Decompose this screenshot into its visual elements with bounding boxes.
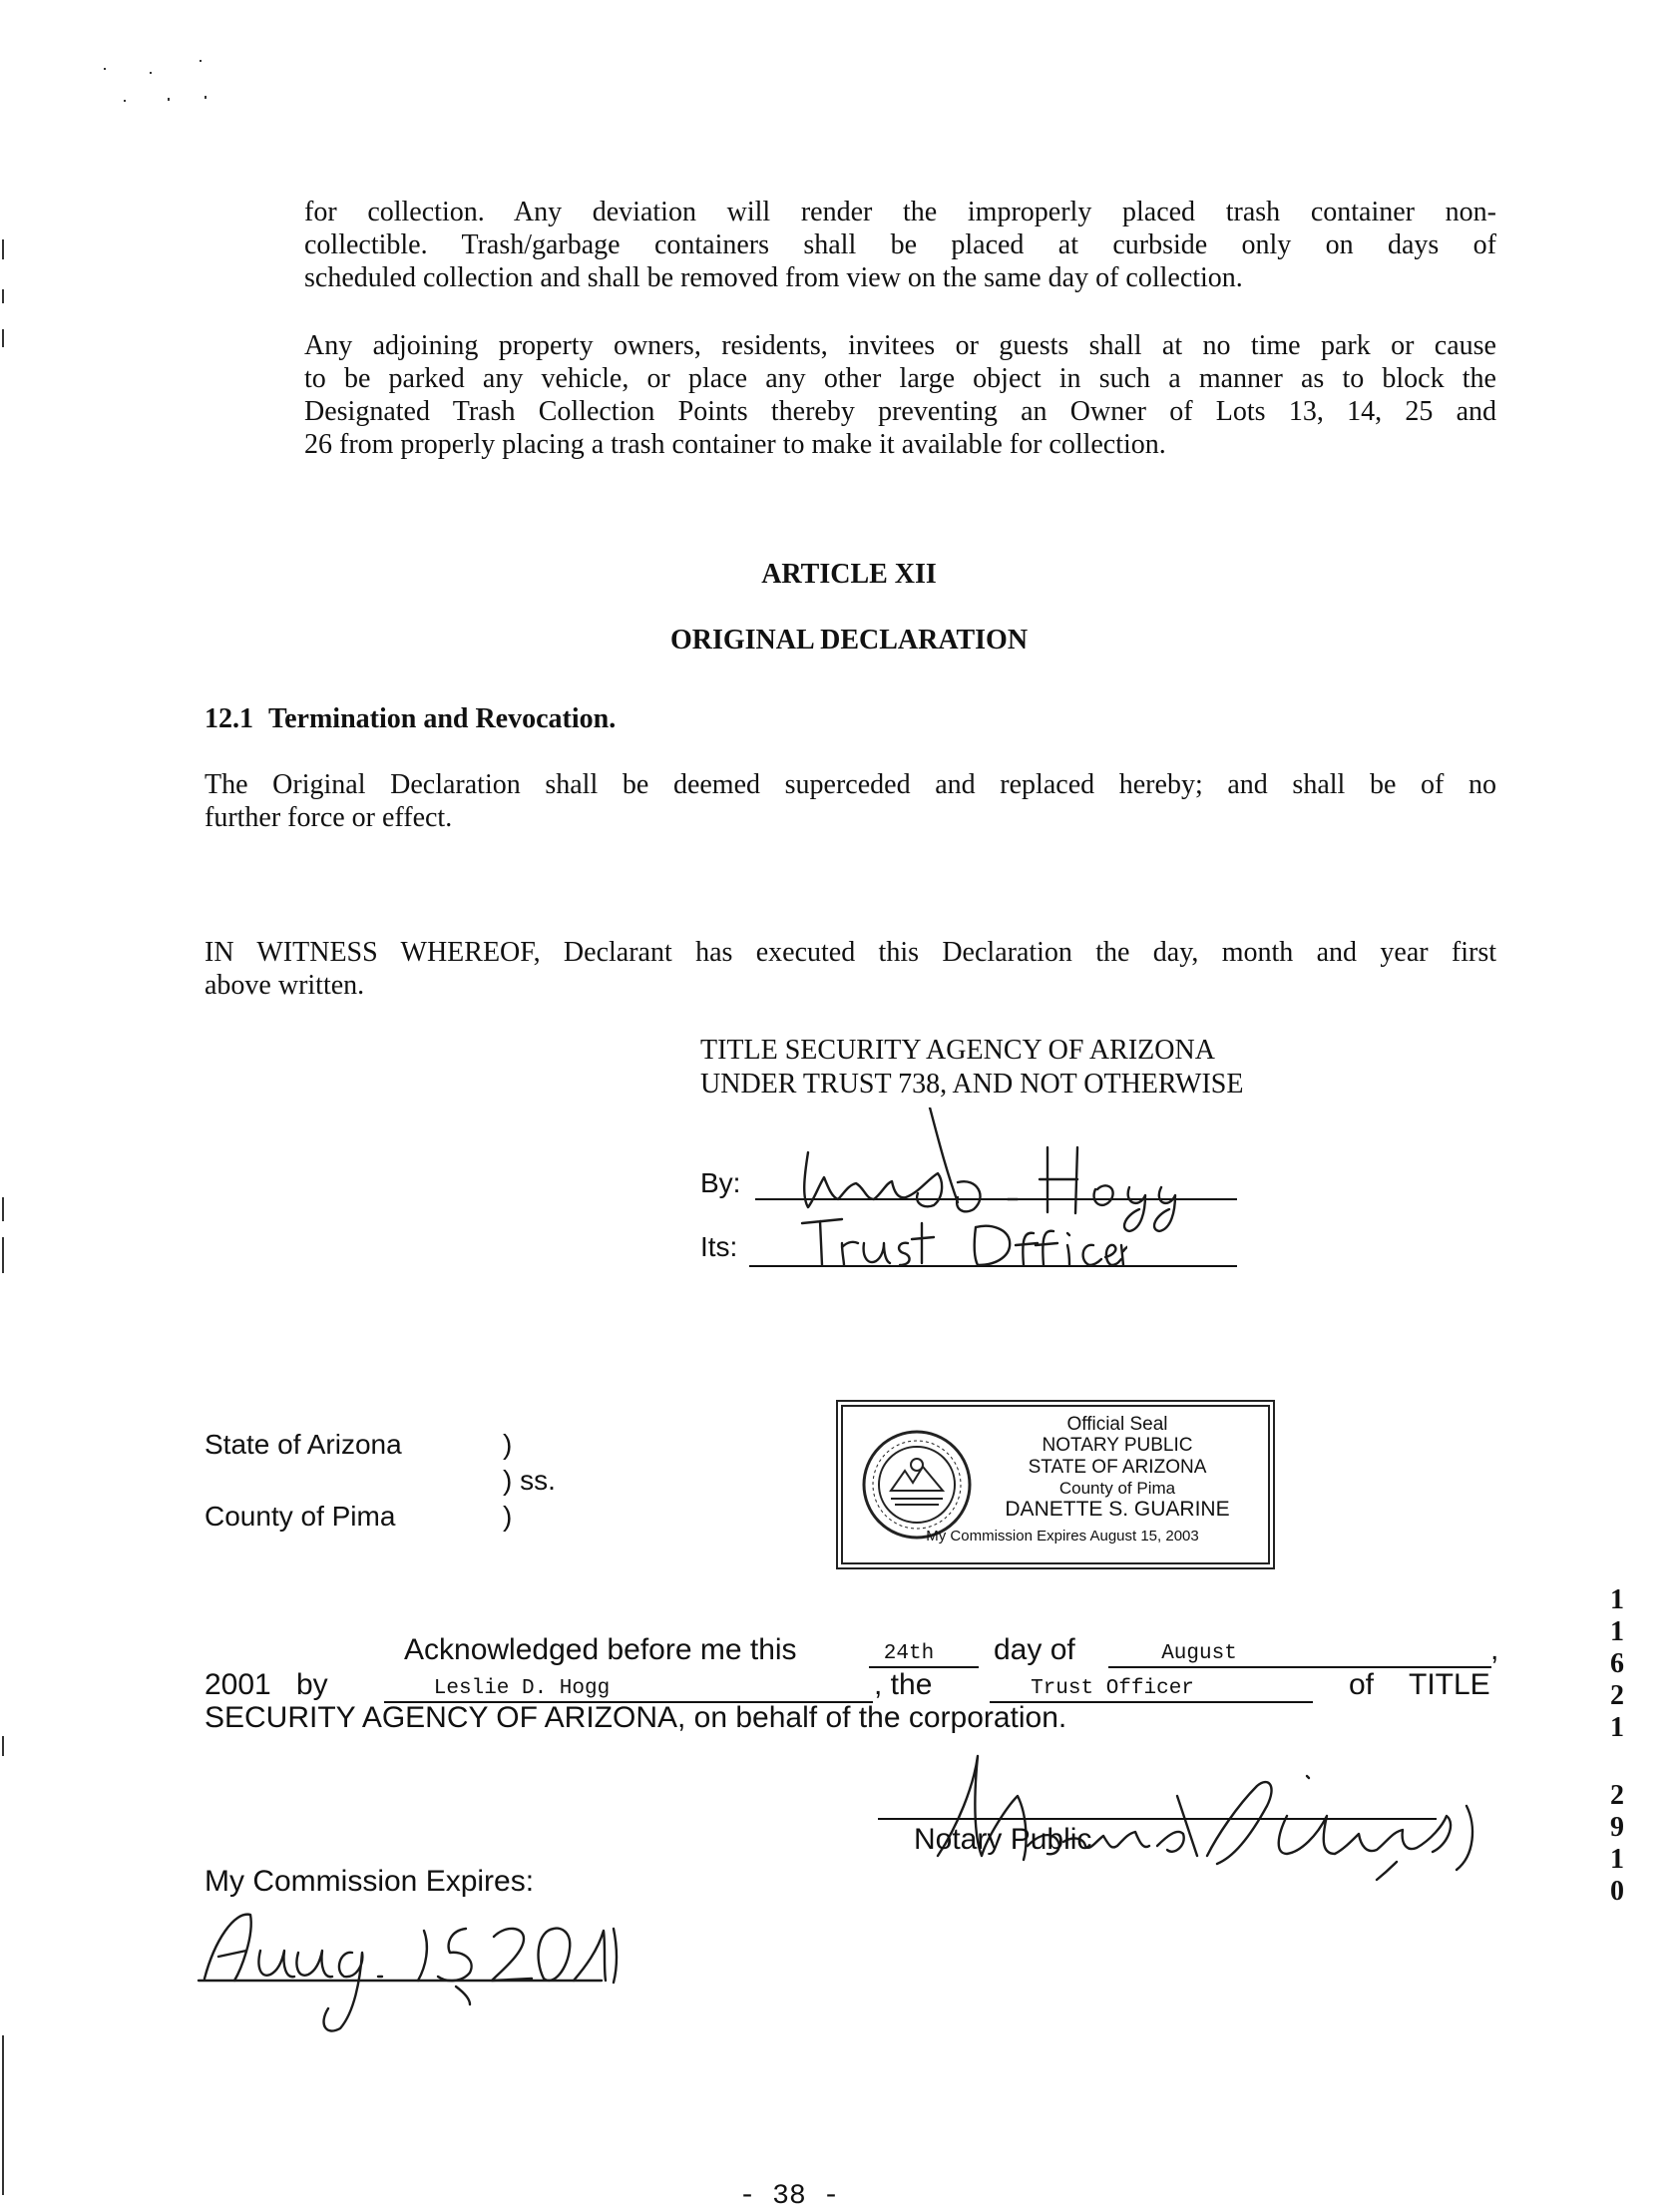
section-number: 12.1 bbox=[205, 703, 253, 734]
paragraph-line: above written. bbox=[205, 970, 365, 1001]
ack-name: Leslie D. Hogg bbox=[433, 1677, 611, 1700]
witness-clause bbox=[205, 936, 1496, 1002]
recording-digit: 1 bbox=[1610, 1712, 1624, 1743]
notary-label: Notary Public bbox=[914, 1823, 1092, 1856]
venue-state: State of Arizona bbox=[205, 1429, 402, 1460]
scan-edge-mark bbox=[2, 2035, 4, 2195]
declarant-line-2: UNDER TRUST 738, AND NOT OTHERWISE bbox=[700, 1069, 1244, 1100]
recording-digit: 1 bbox=[1610, 1844, 1624, 1875]
venue-bracket-1: ) bbox=[503, 1429, 513, 1460]
scan-speck bbox=[168, 98, 170, 101]
seal-notary-public: NOTARY PUBLIC bbox=[1042, 1435, 1193, 1456]
scan-edge-mark bbox=[2, 289, 4, 303]
notary-signature-line bbox=[878, 1818, 1437, 1820]
article-title: ORIGINAL DECLARATION bbox=[669, 625, 1029, 656]
recording-digit: 1 bbox=[1610, 1616, 1624, 1647]
recording-digit: 6 bbox=[1610, 1648, 1624, 1679]
ack-day: 24th bbox=[883, 1642, 935, 1665]
paragraph-line: IN WITNESS WHEREOF, Declarant has executed this Declaration the day, month and year first bbox=[205, 937, 1496, 968]
recording-digit: 9 bbox=[1610, 1812, 1624, 1843]
declarant-name bbox=[700, 1034, 1243, 1102]
ack-by: by bbox=[296, 1668, 328, 1701]
section-body bbox=[205, 768, 1496, 834]
ack-text-2: day of bbox=[994, 1633, 1075, 1666]
paragraph-line: further force or effect. bbox=[205, 802, 453, 833]
scan-speck bbox=[104, 68, 106, 70]
its-label: Its: bbox=[700, 1231, 738, 1262]
paragraph-line: to be parked any vehicle, or place any other large object in such a manner as to block the bbox=[304, 363, 1496, 394]
ack-text-5: TITLE bbox=[1409, 1668, 1490, 1701]
venue-bracket-3: ) bbox=[503, 1501, 513, 1532]
by-label: By: bbox=[700, 1167, 741, 1198]
recording-digit: 2 bbox=[1610, 1680, 1624, 1711]
scan-edge-mark bbox=[2, 1736, 4, 1756]
ack-text-4: of bbox=[1349, 1668, 1375, 1701]
seal-county: County of Pima bbox=[1058, 1479, 1176, 1498]
seal-state: STATE OF ARIZONA bbox=[1028, 1457, 1207, 1478]
paragraph-line: Any adjoining property owners, residents, invitees or guests shall at no time park or cause bbox=[304, 330, 1496, 361]
paragraph-trash-collection bbox=[304, 196, 1496, 294]
scan-edge-mark bbox=[2, 1237, 4, 1273]
commission-date-handwritten bbox=[195, 1901, 624, 2040]
section-heading bbox=[205, 703, 616, 735]
paragraph-line: Designated Trash Collection Points thereby preventing an Owner of Lots 13, 14, 25 and bbox=[304, 396, 1496, 427]
paragraph-line: 26 from properly placing a trash container to make it available for collection. bbox=[304, 429, 1166, 460]
ack-text-1: Acknowledged before me this bbox=[404, 1633, 797, 1666]
seal-title: Official Seal bbox=[1066, 1414, 1168, 1435]
scan-edge-mark bbox=[2, 329, 4, 347]
article-number: ARTICLE XII bbox=[761, 559, 937, 590]
commission-label: My Commission Expires: bbox=[205, 1865, 535, 1898]
scan-speck bbox=[200, 60, 202, 62]
venue-county: County of Pima bbox=[205, 1501, 396, 1532]
ack-text-3: , the bbox=[874, 1668, 933, 1701]
paragraph-line: scheduled collection and shall be removed from view on the same day of collection. bbox=[304, 262, 1243, 293]
scan-speck bbox=[124, 100, 126, 102]
recording-digit: 0 bbox=[1610, 1876, 1624, 1907]
trust-officer-title-handwritten bbox=[798, 1213, 1127, 1273]
scan-speck bbox=[150, 72, 152, 74]
paragraph-line: collectible. Trash/garbage containers shall be placed at curbside only on days of bbox=[304, 229, 1496, 260]
scan-speck bbox=[205, 96, 207, 99]
ack-title: Trust Officer bbox=[1031, 1677, 1194, 1700]
scan-edge-mark bbox=[2, 239, 4, 259]
venue-ss: ) ss. bbox=[503, 1465, 556, 1496]
ack-year: 2001 bbox=[205, 1668, 271, 1701]
recording-digit: 1 bbox=[1610, 1584, 1624, 1615]
seal-expiration: My Commission Expires August 15, 2003 bbox=[926, 1528, 1199, 1545]
notary-signature bbox=[878, 1746, 1496, 1896]
section-title: Termination and Revocation. bbox=[268, 703, 617, 734]
notary-seal-stamp bbox=[836, 1400, 1275, 1569]
paragraph-adjoining-owners bbox=[304, 329, 1496, 461]
ack-month: August bbox=[1161, 1642, 1237, 1665]
recording-number-vertical bbox=[1602, 1584, 1632, 1908]
state-seal-emblem bbox=[861, 1429, 973, 1541]
page-number: - 38 - bbox=[738, 2181, 840, 2212]
recording-digit: 2 bbox=[1610, 1780, 1624, 1811]
paragraph-line: for collection. Any deviation will render the improperly placed trash container non- bbox=[304, 197, 1496, 227]
declarant-line-1: TITLE SECURITY AGENCY OF ARIZONA bbox=[700, 1035, 1215, 1066]
scan-edge-mark bbox=[2, 1197, 4, 1221]
ack-comma: , bbox=[1490, 1633, 1499, 1666]
seal-notary-name: DANETTE S. GUARINE bbox=[1005, 1498, 1230, 1521]
ack-line-3: SECURITY AGENCY OF ARIZONA, on behalf of the corporation. bbox=[205, 1701, 1067, 1734]
paragraph-line: The Original Declaration shall be deemed superceded and replaced hereby; and shall be of no bbox=[205, 769, 1496, 800]
